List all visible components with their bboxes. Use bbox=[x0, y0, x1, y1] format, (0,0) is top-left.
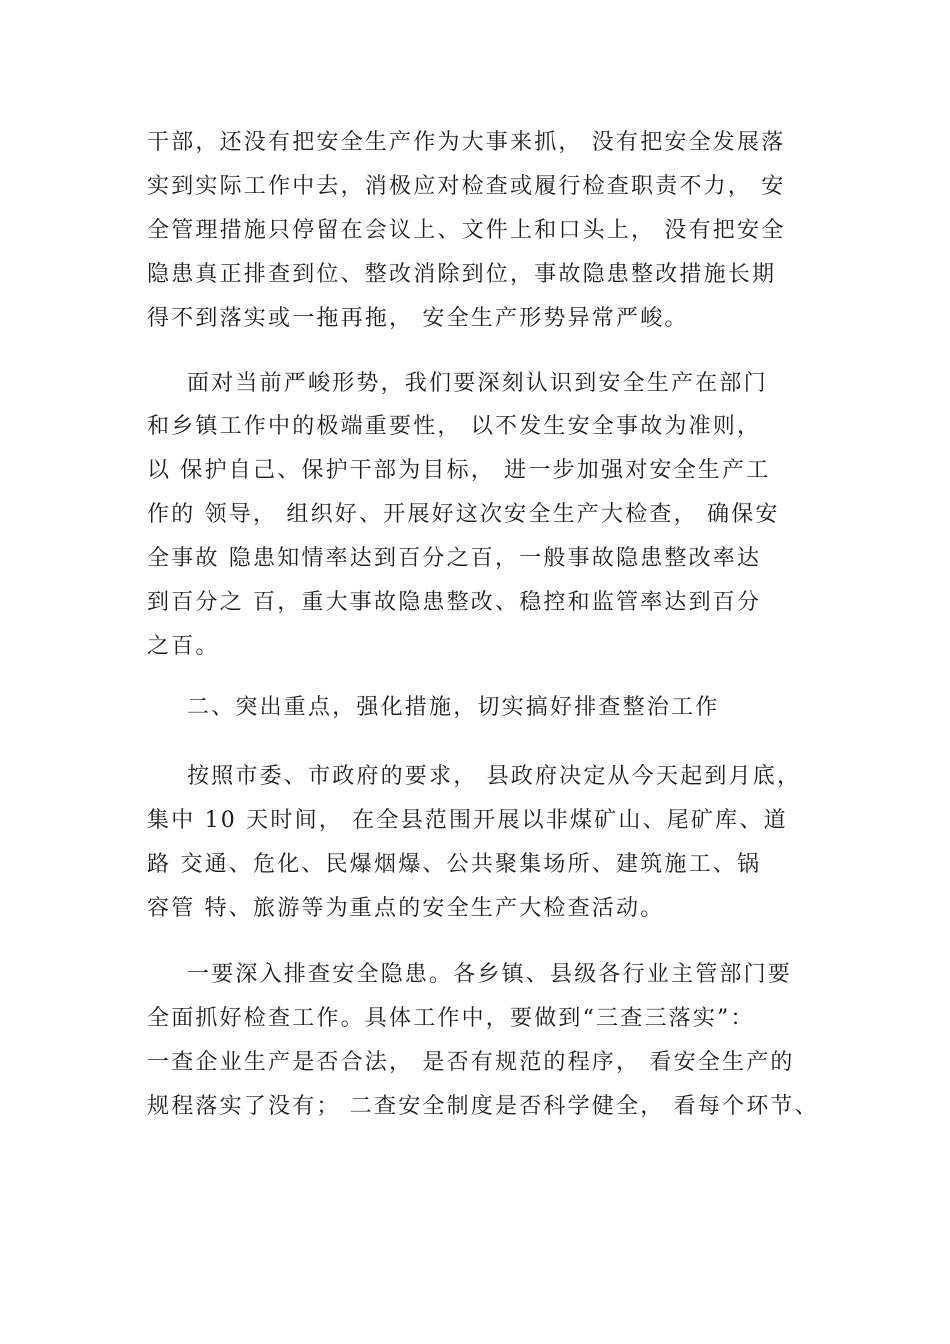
text-line: 容管 特、旅游等为重点的安全生产大检查活动。 bbox=[147, 896, 665, 921]
text-line: 之百。 bbox=[147, 634, 220, 659]
text-line: 全管理措施只停留在会议上、文件上和口头上， 没有把安全 bbox=[147, 218, 786, 243]
text-line: 按照市委、市政府的要求， 县政府决定从今天起到月底， bbox=[187, 764, 802, 789]
text-line: 得不到落实或一拖再拖， 安全生产形势异常严峻。 bbox=[147, 306, 689, 331]
text-line: 一查企业生产是否合法， 是否有规范的程序， 看安全生产的 bbox=[147, 1050, 795, 1075]
text-line: 集中 10 天时间， 在全县范围开展以非煤矿山、尾矿库、道 bbox=[147, 808, 788, 833]
text-line: 隐患真正排查到位、整改消除到位，事故隐患整改措施长期 bbox=[147, 262, 777, 287]
text-line: 以 保护自己、保护干部为目标， 进一步加强对安全生产工 bbox=[147, 458, 771, 483]
text-line: 全事故 隐患知情率达到百分之百，一般事故隐患整改率达 bbox=[147, 546, 762, 571]
text-line: 实到实际工作中去，消极应对检查或履行检查职责不力， 安 bbox=[147, 174, 786, 199]
text-line: 和乡镇工作中的极端重要性， 以不发生安全事故为准则， bbox=[147, 414, 762, 439]
text-line: 面对当前严峻形势，我们要深刻认识到安全生产在部门 bbox=[187, 371, 768, 396]
text-line: 干部，还没有把安全生产作为大事来抓， 没有把安全发展落 bbox=[147, 130, 786, 155]
text-line: 作的 领导， 组织好、开展好这次安全生产大检查， 确保安 bbox=[147, 502, 780, 527]
section-heading: 二、突出重点，强化措施，切实搞好排查整治工作 bbox=[187, 695, 720, 720]
text-line: 到百分之 百，重大事故隐患整改、稳控和监管率达到百分 bbox=[147, 590, 762, 615]
text-line: 一要深入排查安全隐患。各乡镇、县级各行业主管部门要 bbox=[187, 962, 793, 987]
text-line: 路 交通、危化、民爆烟爆、公共聚集场所、建筑施工、锅 bbox=[147, 852, 762, 877]
text-line: 规程落实了没有； 二查安全制度是否科学健全， 看每个环节、 bbox=[147, 1094, 819, 1119]
text-line: 全面抓好检查工作。具体工作中，要做到“三查三落实”： bbox=[147, 1006, 755, 1031]
